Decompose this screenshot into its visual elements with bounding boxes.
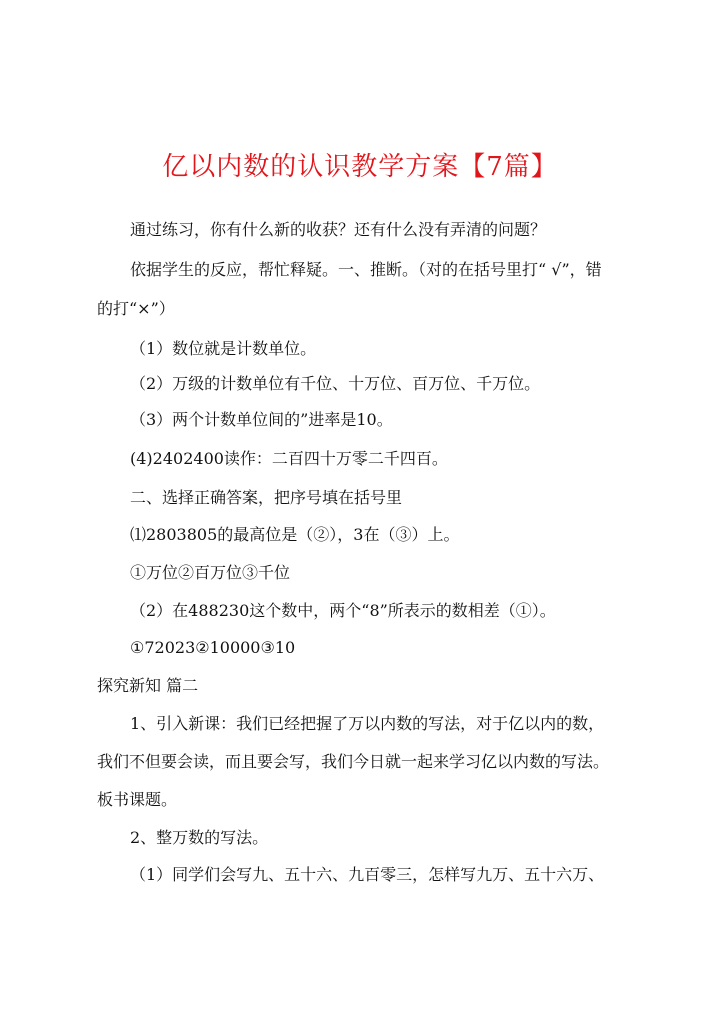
paragraph-line: （3）两个计数单位间的”进率是10。 — [130, 410, 393, 429]
section-heading: 探究新知 篇二 — [97, 676, 199, 695]
paragraph-line: ⑴2803805的最高位是（②），3在（③）上。 — [130, 525, 460, 544]
paragraph-line: （2）万级的计数单位有千位、十万位、百万位、千万位。 — [130, 374, 541, 393]
paragraph-line: 依据学生的反应，帮忙释疑。一、推断。（对的在括号里打“ √”，错 — [130, 260, 602, 279]
paragraph-line: 2、整万数的写法。 — [130, 828, 269, 847]
paragraph-line: 二、选择正确答案，把序号填在括号里 — [130, 488, 403, 507]
paragraph-line: ①72023②10000③10 — [130, 638, 296, 657]
paragraph-line: 通过练习，你有什么新的收获？还有什么没有弄清的问题？ — [130, 220, 547, 239]
paragraph-line: （2）在488230这个数中，两个“8”所表示的数相差（①）。 — [130, 601, 556, 620]
paragraph-line: 的打“×”） — [97, 299, 175, 318]
paragraph-line: 我们不但要会读，而且要会写，我们今日就一起来学习亿以内数的写法。 — [97, 752, 610, 771]
paragraph-line: (4)2402400读作：二百四十万零二千四百。 — [130, 449, 448, 468]
paragraph-line: 1、引入新课：我们已经把握了万以内数的写法，对于亿以内的数， — [130, 714, 605, 733]
paragraph-line: （1）同学们会写九、五十六、九百零三，怎样写九万、五十六万、 — [130, 865, 605, 884]
paragraph-line: 板书课题。 — [97, 790, 178, 809]
document-title: 亿以内数的认识教学方案【7篇】 — [162, 152, 558, 182]
paragraph-line: （1）数位就是计数单位。 — [130, 339, 317, 358]
paragraph-line: ①万位②百万位③千位 — [130, 563, 291, 582]
